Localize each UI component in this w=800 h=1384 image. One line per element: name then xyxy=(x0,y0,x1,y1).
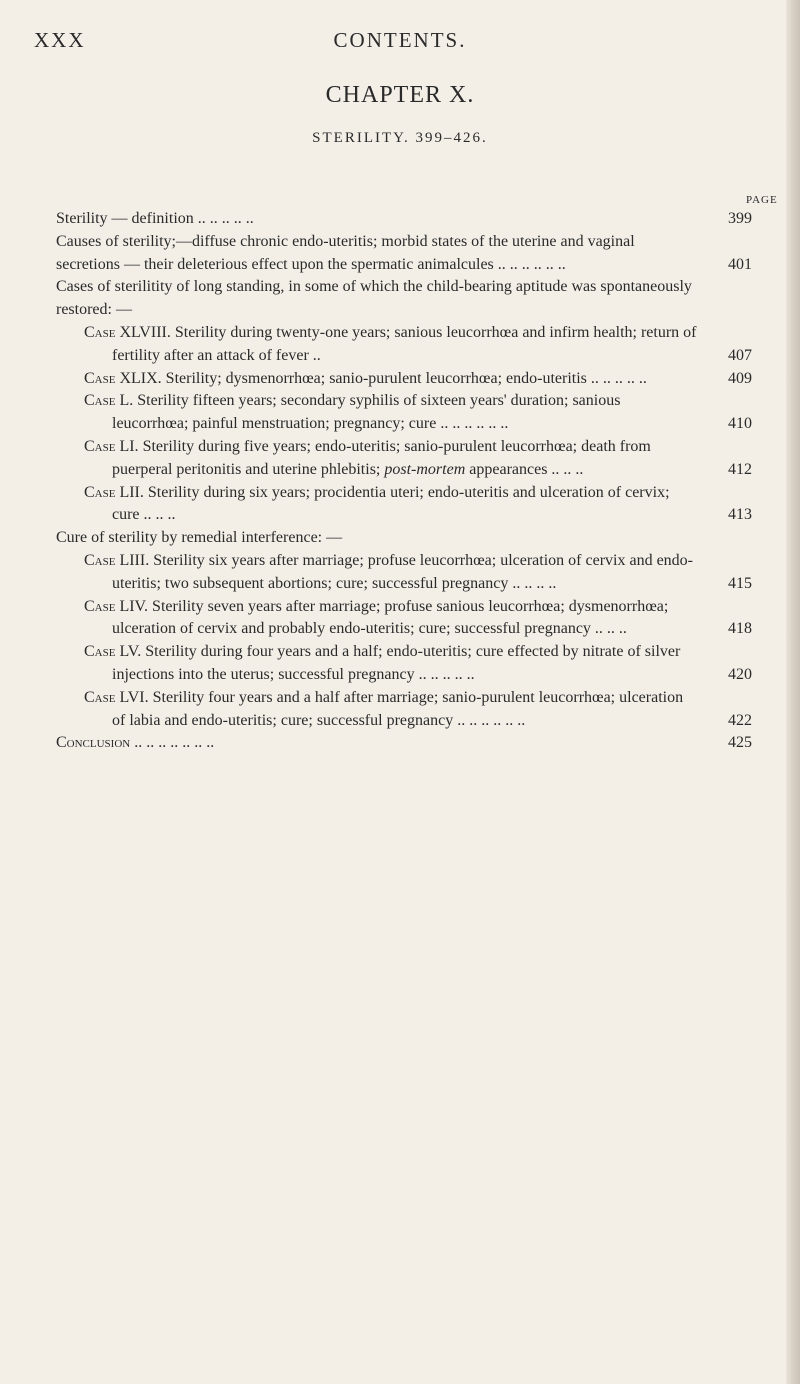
entry-label: Case LIII. xyxy=(84,551,150,569)
entry-page-number: 410 xyxy=(728,415,752,433)
entry-description: Sterility fifteen years; secondary syphilis of sixteen years' duration; sanious leucorrhœa; painful menstruation; pregnancy; cure .. .. .. .. .. .. xyxy=(112,392,621,433)
entry-text xyxy=(84,687,752,733)
contents-entry xyxy=(56,527,752,550)
entry-description-tail: appearances .. .. .. xyxy=(469,460,584,478)
contents-entry xyxy=(56,276,752,322)
entry-label: Case LI. xyxy=(84,437,139,455)
running-title: CONTENTS. xyxy=(333,28,467,52)
entry-description: Sterility seven years after marriage; profuse sanious leucorrhœa; dysmenorrhœa; ulceration of cervix and probably endo-uteritis; cure; successful pregnancy .. .. .. xyxy=(112,597,669,638)
entry-label: Case LV. xyxy=(84,643,142,661)
entry-description: Sterility during twenty-one years; sanious leucorrhœa and infirm health; return of fertility after an attack of fever .. xyxy=(112,323,697,364)
entry-label: Case L. xyxy=(84,392,134,410)
entry-text xyxy=(84,596,752,642)
entry-text xyxy=(84,436,752,482)
entry-page-number: 409 xyxy=(728,369,752,387)
entry-page-number: 425 xyxy=(728,734,752,752)
contents-entry xyxy=(56,368,752,391)
page-column-label: PAGE xyxy=(746,194,778,206)
entry-description: .. .. .. .. .. .. .. xyxy=(134,734,215,752)
entry-description: Cases of sterilitity of long standing, in some of which the child-bearing aptitude was spontaneously restored: — xyxy=(56,278,692,319)
page-edge xyxy=(786,0,800,1384)
entry-label: Conclusion xyxy=(56,734,131,752)
entry-page-number: 420 xyxy=(728,665,752,683)
entry-description: Sterility during four years and a half; endo-uteritis; cure effected by nitrate of silver injections into the uterus; successful pregnancy .. .. .. .. .. xyxy=(112,643,681,683)
contents-entry xyxy=(56,208,752,231)
contents-entry xyxy=(56,732,752,755)
entry-page-number: 413 xyxy=(728,506,752,524)
contents-entry xyxy=(56,550,752,596)
contents-entry xyxy=(56,436,752,482)
entry-page-number: 401 xyxy=(728,255,752,273)
entry-description: Sterility during five years; endo-uteritis; sanio-purulent leucorrhœa; death from puerperal peritonitis and uterine phlebitis; xyxy=(112,437,651,478)
contents-entry xyxy=(56,482,752,528)
entry-description: Sterility; dysmenorrhœa; sanio-purulent leucorrhœa; endo-uteritis .. .. .. .. .. xyxy=(165,369,647,387)
contents-entry xyxy=(56,687,752,733)
entry-label: Case LIV. xyxy=(84,597,149,615)
entry-text xyxy=(84,550,752,596)
entry-description: Sterility during six years; procidentia uteri; endo-uteritis and ulceration of cervix; cure .. .. .. xyxy=(112,483,670,524)
entry-label: Case LII. xyxy=(84,483,144,501)
chapter-title: CHAPTER X. xyxy=(325,82,475,108)
entry-text xyxy=(56,527,752,550)
entry-description: Sterility six years after marriage; profuse leucorrhœa; ulceration of cervix and endo-uteritis; two subsequent abortions; cure; successful pregnancy .. .. .. .. xyxy=(112,551,693,592)
contents-entry xyxy=(56,641,752,687)
entry-page-number: 415 xyxy=(728,574,752,592)
entry-description: Sterility four years and a half after marriage; sanio-purulent leucorrhœa; ulceration of labia and endo-uteritis; cure; successful pregnancy .. .. .. .. .. .. xyxy=(112,688,684,729)
entry-text xyxy=(84,322,752,368)
entry-text xyxy=(56,231,752,277)
entry-text xyxy=(56,276,752,322)
entry-page-number: 412 xyxy=(728,460,752,478)
folio-number: XXX xyxy=(34,28,86,52)
entry-description: Causes of sterility;—diffuse chronic endo-uteritis; morbid states of the uterine and vaginal secretions — their deleterious effect upon the spermatic animalcules .. .. .. .. .. .. xyxy=(56,232,635,273)
entry-label: Case LVI. xyxy=(84,688,149,706)
entry-text xyxy=(84,390,752,436)
contents-list xyxy=(56,208,752,755)
entry-page-number: 407 xyxy=(728,346,752,364)
entry-page-number: 422 xyxy=(728,711,752,729)
entry-label: Case XLIX. xyxy=(84,369,162,387)
contents-entry xyxy=(56,231,752,277)
entry-description: Cure of sterility by remedial interference: — xyxy=(56,529,343,547)
entry-text xyxy=(84,641,752,687)
contents-entry xyxy=(56,596,752,642)
entry-text xyxy=(84,368,752,391)
entry-italic: post-mortem xyxy=(384,460,466,478)
contents-entry xyxy=(56,322,752,368)
chapter-subtitle: STERILITY. 399–426. xyxy=(312,130,488,146)
entry-page-number: 399 xyxy=(728,210,752,227)
entry-text xyxy=(84,482,752,528)
entry-page-number: 418 xyxy=(728,620,752,638)
entry-description: Sterility — definition .. .. .. .. .. xyxy=(56,210,254,227)
contents-entry xyxy=(56,390,752,436)
entry-text xyxy=(56,732,752,755)
entry-label: Case XLVIII. xyxy=(84,323,171,341)
entry-text xyxy=(56,208,752,231)
